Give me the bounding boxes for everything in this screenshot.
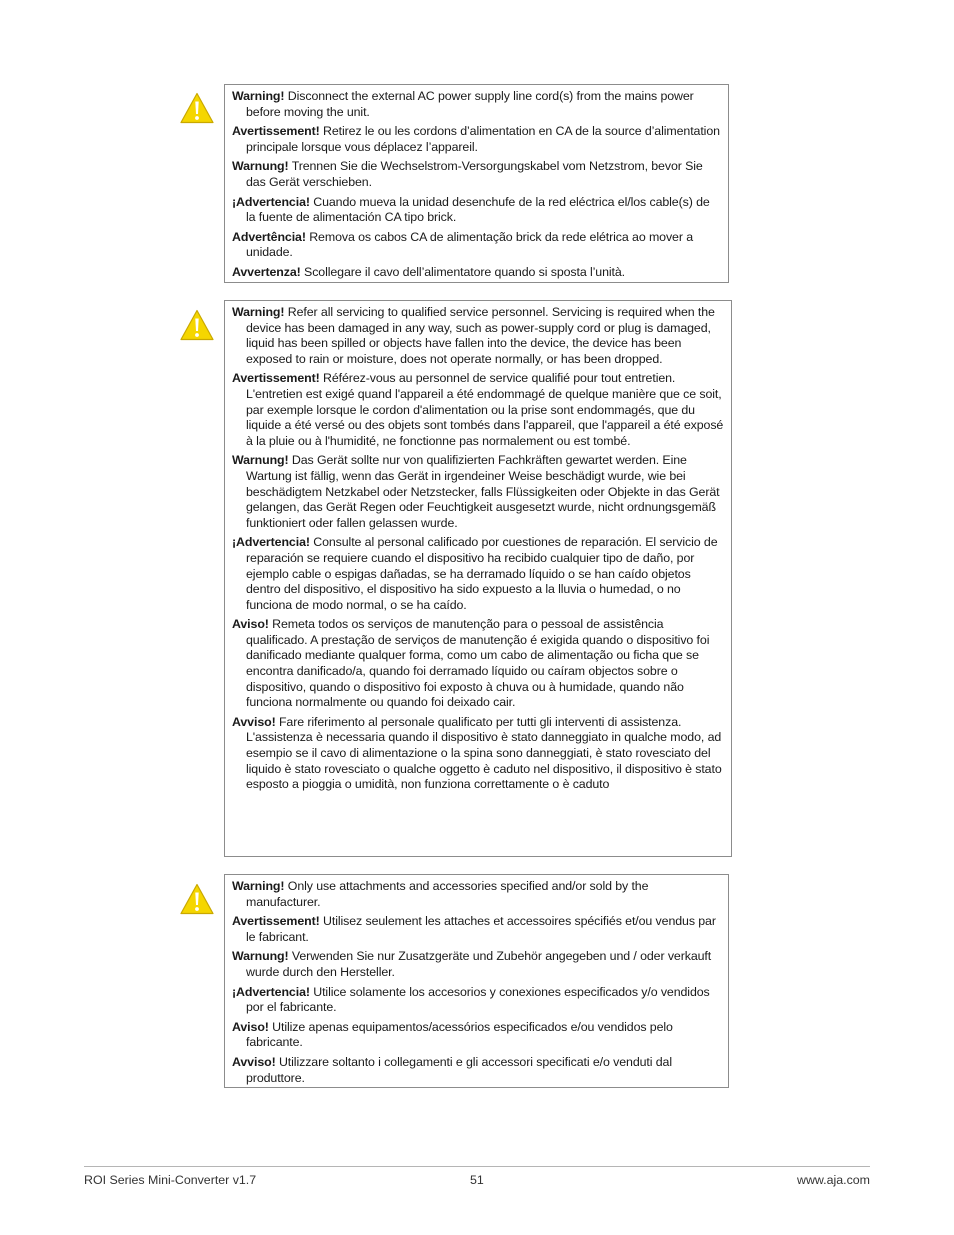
warning-entry: Aviso! Utilize apenas equipamentos/acessórios especificados e/ou vendidos pelo fabricante.: [232, 1019, 673, 1050]
footer-page-number: 51: [470, 1173, 484, 1187]
warning-entry: Avertissement! Référez-vous au personnel de service qualifié pour tout entretien. L'entretien est exigé quand l'appareil a été endommagé de quelque manière que ce soit, par exemple lorsque le cordon d'alimentation ou la prise sont endommagés, que du liquide a été versé ou des objets sont tombés dans l'appareil, que l'appareil a été exposé à la pluie ou à l'humidité, ne fonctionne pas normalement ou est tombé.: [232, 371, 724, 448]
footer-divider: [84, 1166, 870, 1167]
warning-box-1: [224, 84, 729, 283]
warning-entry: Avertissement! Retirez le ou les cordons d’alimentation en CA de la source d’alimentation principale lorsque vous déplacez l’appareil.: [232, 124, 720, 154]
footer-website-link[interactable]: www.aja.com: [797, 1173, 870, 1187]
warning-entry: Advertência! Remova os cabos CA de alimentação brick da rede elétrica ao mover a unidade.: [232, 229, 694, 260]
warning-entry: Warning! Only use attachments and accessories specified and/or sold by the manufacturer.: [232, 879, 649, 909]
warning-entry: ¡Advertencia! Cuando mueva la unidad desenchufe de la red eléctrica el/los cable(s) de la fuente de alimentación CA tipo brick.: [232, 194, 710, 225]
warning-triangle-icon: [180, 309, 214, 341]
warning-entry: ¡Advertencia! Consulte al personal calificado por cuestiones de reparación. El servicio de reparación se requiere cuando el dispositivo ha recibido cualquier tipo de daño, por ejemplo cable o espigas dañadas, se ha derramado líquido o se han caído objetos dentro del dispositivo, el dispositivo ha sido expuesto a la lluvia o humedad, o no funciona de modo normal, o se ha caído.: [232, 535, 718, 612]
warning-entry: Warnung! Das Gerät sollte nur von qualifizierten Fachkräften gewartet werden. Eine Wartung ist fällig, wenn das Gerät in irgendeiner Weise beschädigt wurde, wie bei beschädigtem Netzkabel oder Netzstecker, falls Flüssigkeiten oder Objekte in das Gerät gelangen, das Gerät Regen oder Feuchtigkeit ausgesetzt wurde, nicht ordnungsgemäß funktioniert oder fallen gelassen wurde.: [232, 453, 720, 530]
warning-entry: Avviso! Fare riferimento al personale qualificato per tutti gli interventi di assistenza. L'assistenza è necessaria quando il dispositivo è stato danneggiato in qualche modo, ad esempio se il cavo di alimentazione o la spina sono danneggiati, è stato rovesciato del liquido è stato rovesciato o qualche oggetto è caduto nel dispositivo, il dispositivo è stato esposto a pioggia o umidità, non funziona correttamente o è caduto: [232, 714, 722, 792]
warning-entry: Avertissement! Utilisez seulement les attaches et accessoires spécifiés et/ou vendus par le fabricant.: [232, 914, 716, 944]
warning-box-2: [224, 300, 732, 857]
warning-entry: ¡Advertencia! Utilice solamente los accesorios y conexiones especificados y/o vendidos por el fabricante.: [232, 984, 710, 1015]
warning-entry: Warnung! Verwenden Sie nur Zusatzgeräte und Zubehör angegeben und / oder verkauft wurde durch den Hersteller.: [232, 949, 712, 979]
warning-entry: Avviso! Utilizzare soltanto i collegamenti e gli accessori specificati e/o venduti dal produttore.: [232, 1054, 672, 1085]
warning-triangle-icon: [180, 883, 214, 915]
warning-entry: Warnung! Trennen Sie die Wechselstrom-Versorgungskabel vom Netzstrom, bevor Sie das Gerät verschieben.: [232, 159, 703, 189]
warning-entry: Aviso! Remeta todos os serviços de manutenção para o pessoal de assistência qualificado. A prestação de serviços de manutenção é exigida quando o dispositivo foi danificado mediante qualquer forma, como um cabo de alimentação ou ficha que se encontra danificado/a, quando foi derramado líquido ou caíram objectos sobre o dispositivo, quando o dispositivo foi exposto à chuva ou à humidade, quando não funciona normalmente ou quando foi deixado cair.: [232, 617, 710, 710]
footer-document-title: ROI Series Mini-Converter v1.7: [84, 1173, 257, 1187]
warning-triangle-icon: [180, 92, 214, 124]
warning-entry: Avvertenza! Scollegare il cavo dell’alimentatore quando si sposta l’unità.: [232, 264, 625, 279]
warning-entry: Warning! Disconnect the external AC power supply line cord(s) from the mains power before moving the unit.: [232, 89, 694, 119]
warning-entry: Warning! Refer all servicing to qualified service personnel. Servicing is required when the device has been damaged in any way, such as power-supply cord or plug is damaged, liquid has been spilled or objects have fallen into the device, the device has been exposed to rain or moisture, does not operate normally, or has been dropped.: [232, 305, 715, 366]
warning-box-3: [224, 874, 729, 1088]
